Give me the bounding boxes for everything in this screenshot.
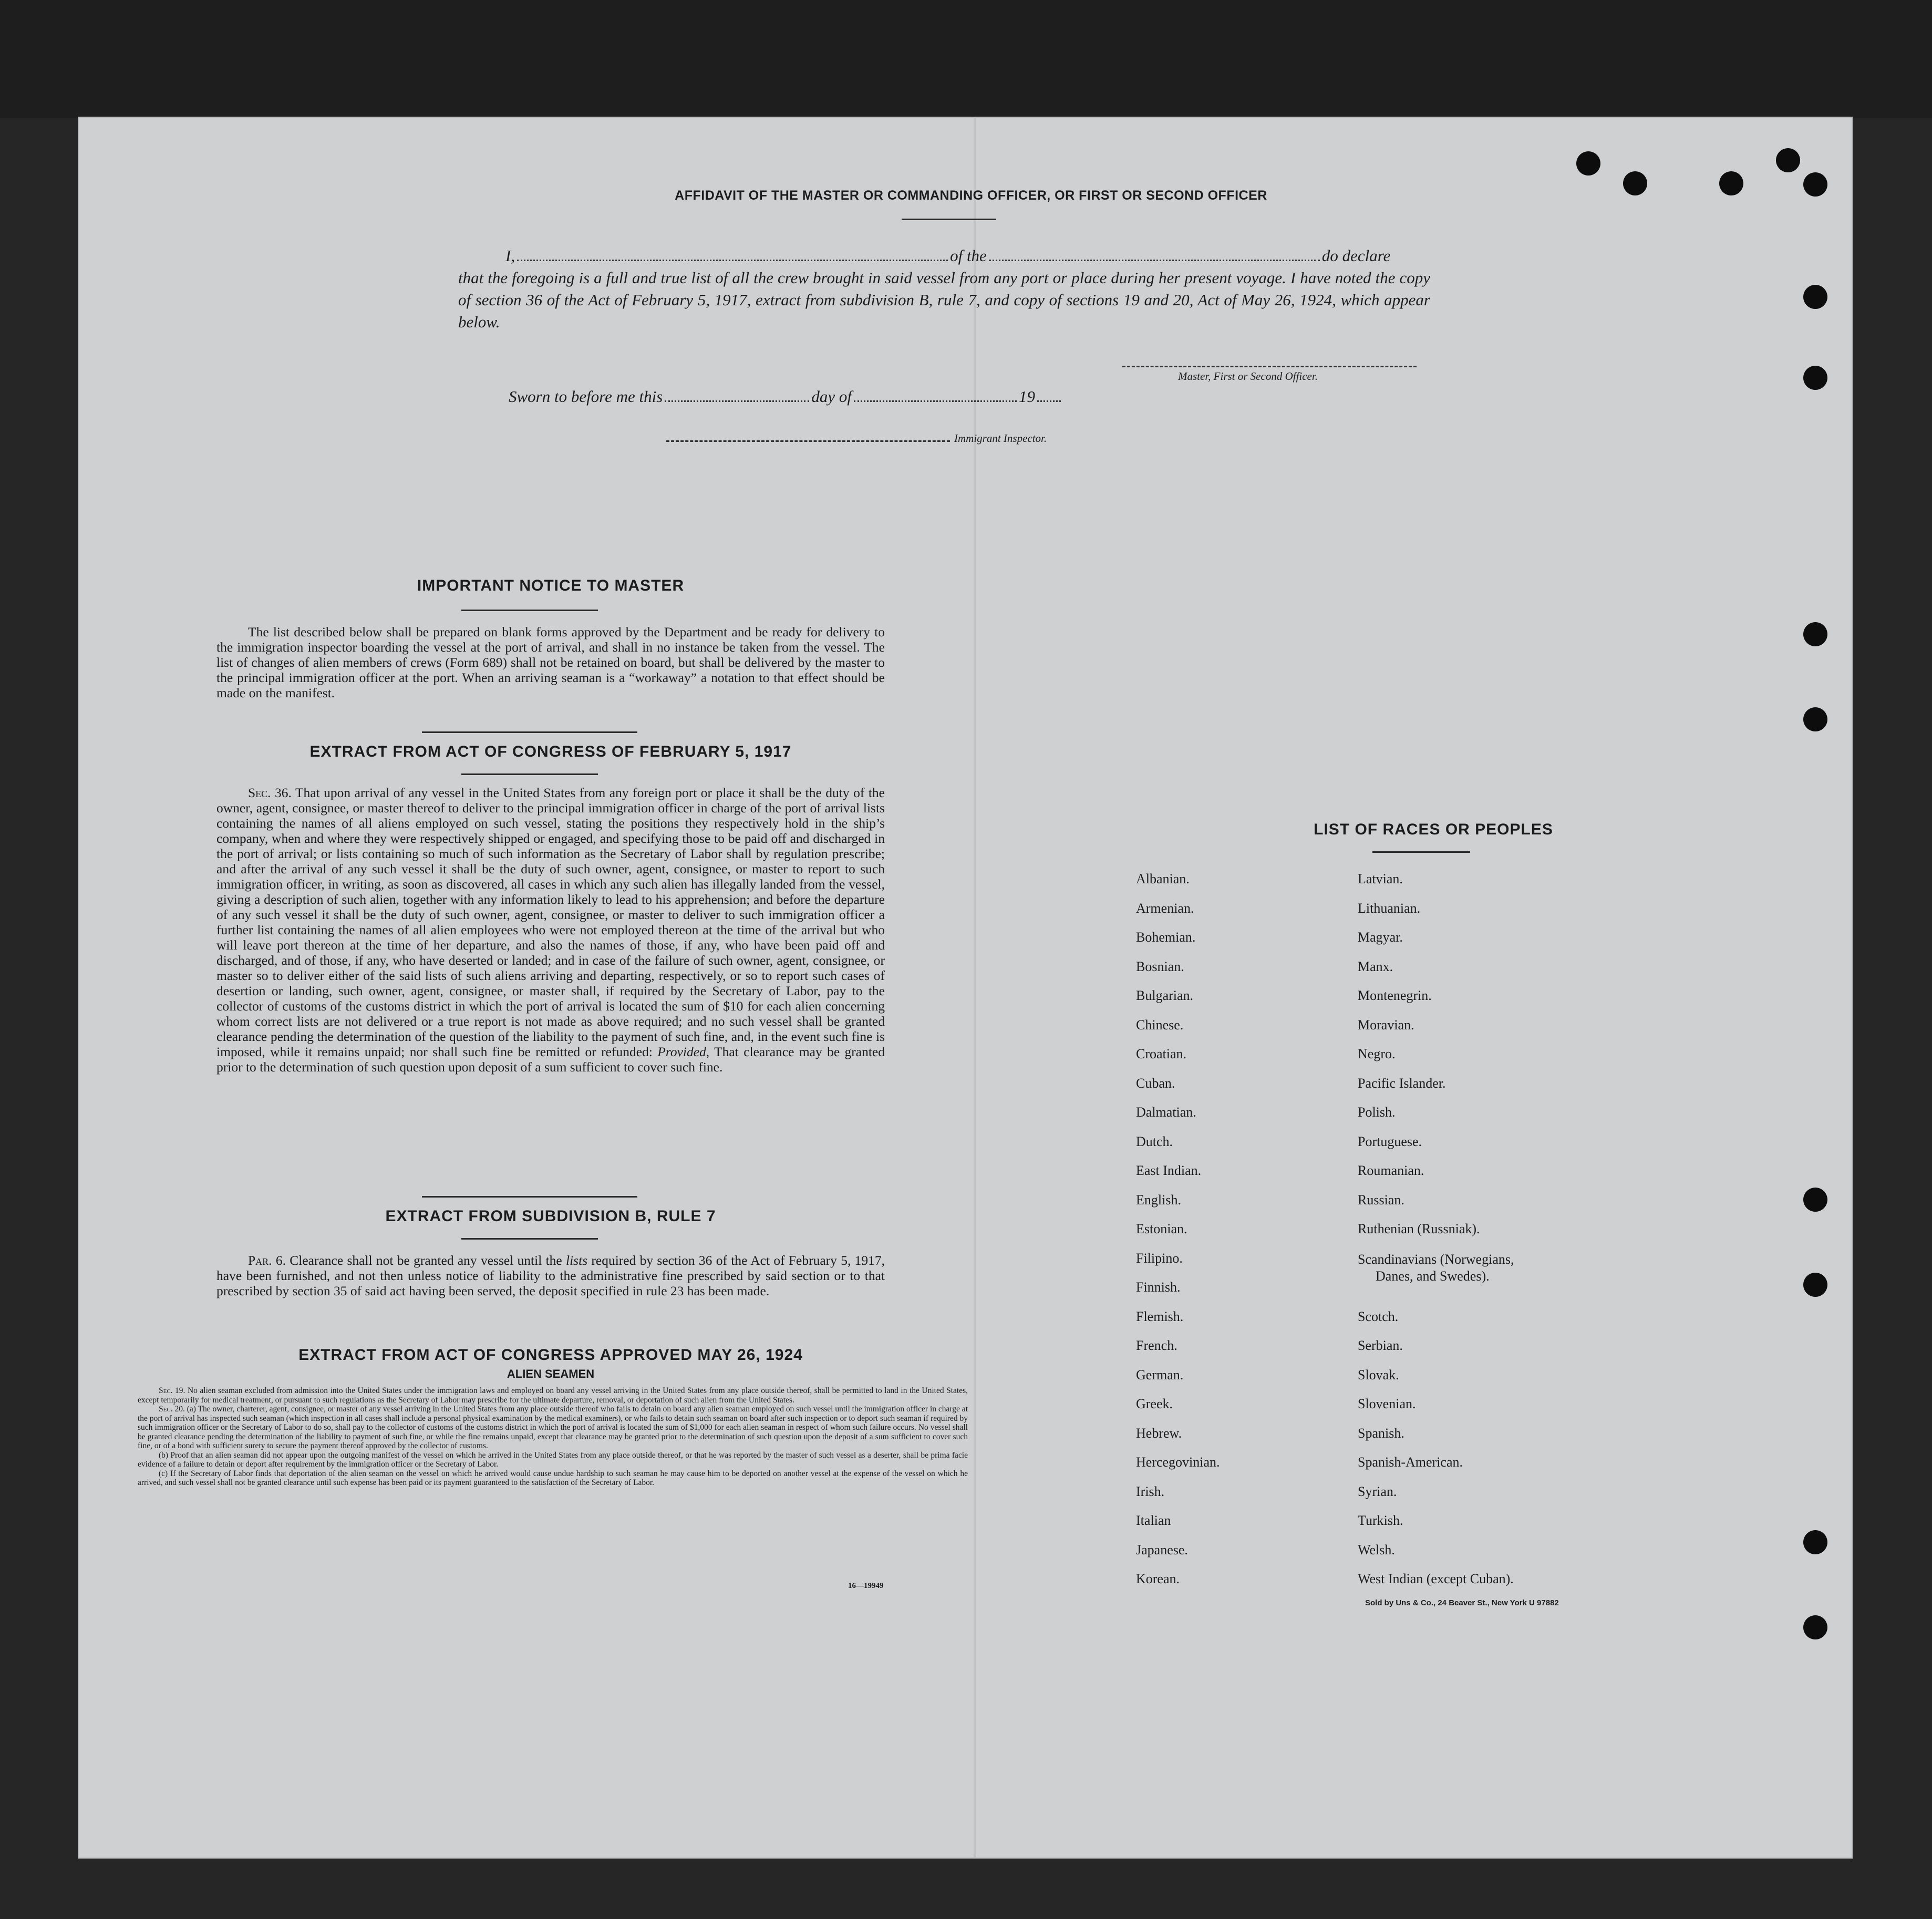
punch-hole [1803, 172, 1827, 197]
race-right: Slovak. [1358, 1367, 1399, 1382]
master-label: Master, First or Second Officer. [1178, 370, 1318, 383]
race-left: Korean. [1136, 1571, 1180, 1586]
sworn-year: 19 [1018, 387, 1035, 406]
inspector-signature-line [666, 440, 950, 442]
race-left: Flemish. [1136, 1309, 1184, 1324]
affidavit-heading: AFFIDAVIT OF THE MASTER OR COMMANDING OFFICER, OR FIRST OR SECOND OFFICER [675, 188, 1267, 203]
race-right: West Indian (except Cuban). [1358, 1571, 1514, 1586]
race-right: Lithuanian. [1358, 901, 1421, 916]
scanner-background [0, 0, 1932, 118]
sec-20a [138, 1405, 968, 1451]
punch-hole [1803, 285, 1827, 309]
punch-hole [1719, 171, 1743, 195]
race-left: Japanese. [1136, 1542, 1188, 1557]
punch-hole [1623, 171, 1647, 195]
race-left: Bulgarian. [1136, 988, 1194, 1003]
form-number: 16—19949 [848, 1582, 884, 1590]
race-right: Scandinavians (Norwegians, [1358, 1252, 1514, 1267]
punch-hole [1803, 366, 1827, 390]
race-right: Syrian. [1358, 1484, 1397, 1499]
document-page [78, 117, 1853, 1859]
affidavit-declaration [458, 245, 1430, 333]
race-right: Russian. [1358, 1192, 1404, 1208]
affidavit-of-the: of the [950, 246, 987, 265]
sworn-day-of: day of [811, 387, 852, 406]
race-left: Chinese. [1136, 1017, 1184, 1033]
race-left: Armenian. [1136, 901, 1194, 916]
race-right: Serbian. [1358, 1338, 1403, 1353]
punch-hole [1803, 1615, 1827, 1639]
provided-word: Provided, [657, 1044, 710, 1059]
race-left: Greek. [1136, 1396, 1173, 1411]
race-left: Bosnian. [1136, 959, 1184, 974]
race-left: Estonian. [1136, 1221, 1187, 1236]
race-right: Spanish. [1358, 1426, 1404, 1441]
heading-rule [1372, 851, 1470, 853]
section-rule [422, 1196, 637, 1198]
race-left: German. [1136, 1367, 1184, 1382]
vessel-blank [989, 260, 1320, 261]
punch-hole [1776, 148, 1800, 172]
race-right: Polish. [1358, 1105, 1396, 1120]
punch-hole [1803, 707, 1827, 731]
rule-7-text [216, 1253, 885, 1298]
race-left: Hercegovinian. [1136, 1454, 1220, 1470]
race-right: Danes, and Swedes). [1376, 1268, 1490, 1284]
act-1917-text [216, 785, 885, 1075]
race-right: Latvian. [1358, 871, 1403, 886]
alien-seamen-subheading: ALIEN SEAMEN [507, 1367, 595, 1380]
sworn-date-blank [665, 400, 809, 402]
race-left: Bohemian. [1136, 930, 1196, 945]
race-left: Albanian. [1136, 871, 1190, 886]
race-left: French. [1136, 1338, 1177, 1353]
race-right: Turkish. [1358, 1513, 1403, 1528]
race-left: Cuban. [1136, 1076, 1175, 1091]
act-1917-heading: EXTRACT FROM ACT OF CONGRESS OF FEBRUARY 5, 1917 [309, 743, 792, 760]
punch-hole [1803, 1188, 1827, 1212]
punch-hole [1803, 1530, 1827, 1554]
heading-rule [461, 610, 598, 611]
punch-hole [1803, 622, 1827, 646]
sworn-year-blank [1037, 400, 1061, 402]
affidavit-first-line [458, 245, 1430, 267]
affidavit-text: that the foregoing is a full and true list of all the crew brought in said vessel from any port or place during her present voyage. I have noted the copy of section 36 of the Act of February 5, 1917, extract from subdivision B, rule 7, and copy of sections 19 and 20, Act of May 26, 1924, which appear below. [458, 269, 1430, 331]
master-signature-line [1122, 366, 1417, 367]
sworn-month-blank [854, 400, 1017, 402]
sec-19-label: Sec. 19. [159, 1386, 185, 1395]
sworn-line [509, 386, 1063, 408]
race-right: Montenegrin. [1358, 988, 1432, 1003]
act-1924-heading: EXTRACT FROM ACT OF CONGRESS APPROVED MAY 26, 1924 [298, 1346, 803, 1364]
race-right: Pacific Islander. [1358, 1076, 1446, 1091]
center-fold [974, 117, 976, 1859]
name-blank [517, 260, 948, 261]
race-right: Roumanian. [1358, 1163, 1424, 1178]
race-right: Ruthenian (Russniak). [1358, 1221, 1480, 1236]
sec-20c: (c) If the Secretary of Labor finds that deportation of the alien seaman on the vessel on which he arrived would cause undue hardship to such seaman he may cause him to be deported on another vessel at the expense of the vessel on which he arrived, and such vessel shall not be granted clearance until such expense has been paid or its payment guaranteed to the satisfaction of the Secretary of Labor. [138, 1469, 968, 1487]
race-left: East Indian. [1136, 1163, 1202, 1178]
inspector-label: Immigrant Inspector. [954, 432, 1047, 445]
sec-20b: (b) Proof that an alien seaman did not appear upon the outgoing manifest of the vessel on which he arrived in the United States from any place outside thereof, or that he was reported by the master of such vessel as a deserter, shall be prima facie evidence of a failure to detain or deport after requirement by the immigration officer or the Secretary of Labor. [138, 1450, 968, 1469]
race-right: Spanish-American. [1358, 1454, 1463, 1470]
race-left: Hebrew. [1136, 1426, 1182, 1441]
sec-36-end: That clearance may be granted prior to the determination of such question upon deposit of a sum sufficient to cover such fine. [216, 1044, 885, 1075]
act-1924-text [138, 1386, 968, 1488]
sworn-prefix: Sworn to before me this [509, 387, 663, 406]
race-right: Scotch. [1358, 1309, 1399, 1324]
sec-20-label: Sec. 20. [159, 1405, 185, 1414]
race-right: Magyar. [1358, 930, 1403, 945]
race-left: English. [1136, 1192, 1181, 1208]
affidavit-I: I, [505, 246, 515, 265]
race-left: Finnish. [1136, 1280, 1181, 1295]
heading-rule [902, 219, 996, 220]
heading-rule [461, 773, 598, 775]
race-left: Dalmatian. [1136, 1105, 1196, 1120]
sec-19-body: No alien seaman excluded from admission into the United States under the immigration laws and employed on board any vessel arriving in the United States from any place outside thereof, shall be permitted to land in the United States, except temporarily for medical treatment, or pursuant to such regulations as the Secretary of Labor may prescribe for the ultimate departure, removal, or deportation of such alien from the United States. [138, 1386, 968, 1405]
rule-7-body-a: Clearance shall not be granted any vessel until the [290, 1253, 562, 1268]
sec-20a-body: (a) The owner, charterer, agent, consignee, or master of any vessel arriving in the United States from any place outside thereof who fails to detain on board any alien seaman employed on such vessel until the immigration officer in charge at the port of arrival has inspected such seaman (which inspection in all cases shall include a personal physical examination by the medical examiners), or who fails to detain such seaman on board after such inspection or to deport such seaman if required by such immigration officer or the Secretary of Labor to do so, shall pay to the collector of customs of the customs district in which the port of arrival is located the sum of $1,000 for each alien seaman in respect of whom such failure occurs. No vessel shall be granted clearance pending the determination of the liability to payment of such fine, or while the fine remains unpaid, except that clearance may be granted prior to the determination of such question upon the deposit of a sum sufficient to cover such fine, or of a bond with sufficient surety to secure the payment thereof approved by the collector of customs. [138, 1405, 968, 1450]
race-right: Welsh. [1358, 1542, 1395, 1557]
sec-36-body: That upon arrival of any vessel in the United States from any foreign port or place it shall be the duty of the owner, agent, consignee, or master thereof to deliver to the principal immigration officer in charge of the port of arrival lists containing the names of all aliens employed on such vessel, stating the positions they respectively hold in the ship’s company, when and where they were respectively shipped or engaged, and specifying those to be paid off and discharged in the port of arrival; or lists containing so much of such information as the Secretary of Labor shall by regulation prescribe; and after the arrival of any such vessel it shall be the duty of such owner, agent, consignee, or master to report to such immigration officer, in writing, as soon as discovered, all cases in which any such alien has illegally landed from the vessel, giving a description of such alien, together with any information likely to lead to his apprehension; and before the departure of any such vessel it shall be the duty of such owner, agent, consignee, or master to deliver to such immigration officer a further list containing the names of all alien employees who were not employed thereon at the time of the arrival but who will leave port thereon at the time of her departure, and also the names of those, if any, who have been paid off and discharged, and of those, if any, who have deserted or landed; and in case of the failure of such owner, agent, consignee, or master so to deliver either of the said lists of such aliens arriving and departing, respectively, or so to report such cases of desertion or landing, such owner, agent, consignee, or master shall, if required by the Secretary of Labor, pay to the collector of customs of the customs district in which the port of arrival is located the sum of $10 for each alien concerning whom correct lists are not delivered or a true report is not made as above required; and no such vessel shall be granted clearance pending the determination of the question of the liability to the payment of such fine, and, in the event such fine is imposed, while it remains unpaid; nor shall such fine be remitted or refunded: [216, 785, 885, 1059]
sec-36-label: Sec. 36. [248, 785, 292, 800]
rule-7-heading: EXTRACT FROM SUBDIVISION B, RULE 7 [385, 1208, 716, 1225]
punch-hole [1803, 1273, 1827, 1297]
affidavit-do-declare: do declare [1321, 246, 1391, 265]
notice-text: The list described below shall be prepared on blank forms approved by the Department and be ready for delivery to the immigration inspector boarding the vessel at the port of arrival, and shall in no instance be taken from the vessel. The list of changes of alien members of crews (Form 689) shall not be retained on board, but shall be delivered by the master to the principal immigration officer at the port. When an arriving seaman is a “workaway” a notation to that effect should be made on the manifest. [216, 624, 885, 700]
race-right: Portuguese. [1358, 1134, 1422, 1149]
race-right: Manx. [1358, 959, 1393, 974]
race-right: Negro. [1358, 1046, 1396, 1061]
notice-heading: IMPORTANT NOTICE TO MASTER [417, 577, 685, 594]
races-heading: LIST OF RACES OR PEOPLES [1314, 821, 1553, 838]
section-rule [422, 731, 637, 733]
race-left: Filipino. [1136, 1251, 1183, 1266]
sec-19 [138, 1386, 968, 1405]
race-left: Irish. [1136, 1484, 1165, 1499]
punch-hole [1576, 151, 1600, 176]
lists-word: lists [566, 1253, 588, 1268]
printer-imprint: Sold by Uns & Co., 24 Beaver St., New York U 97882 [1365, 1598, 1559, 1607]
par-6-label: Par. 6. [248, 1253, 286, 1268]
race-left: Italian [1136, 1513, 1171, 1528]
race-right: Slovenian. [1358, 1396, 1416, 1411]
race-right: Moravian. [1358, 1017, 1414, 1033]
race-left: Croatian. [1136, 1046, 1187, 1061]
rule-7-body-b: required by section 36 of the Act of February 5, 1917, have been furnished, and not then unless notice of liability to the administrative fine prescribed by said section or to that prescribed by section 35 of said act having been served, the deposit specified in rule 23 has been made. [216, 1253, 885, 1298]
race-left: Dutch. [1136, 1134, 1173, 1149]
heading-rule [461, 1238, 598, 1240]
